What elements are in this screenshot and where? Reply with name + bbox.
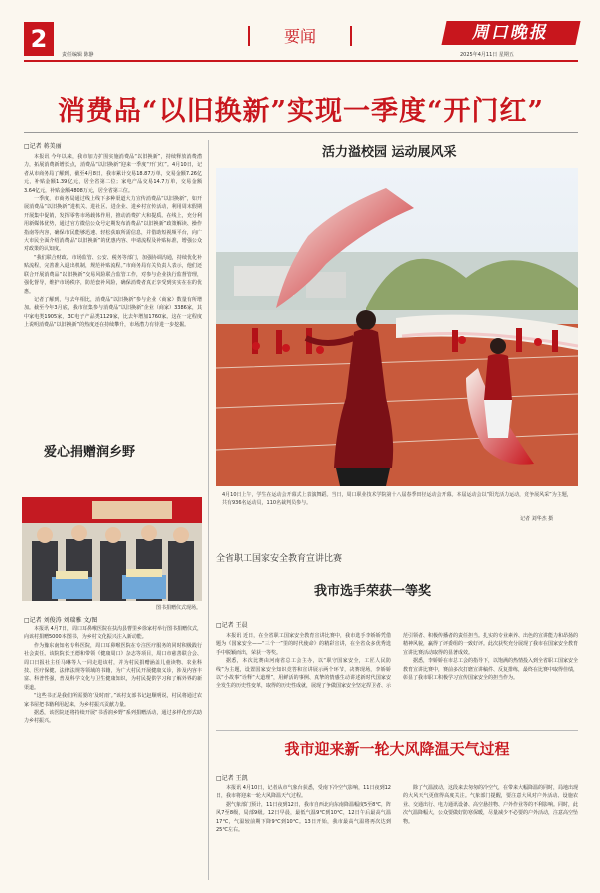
date-line: 2025年4月11日 星期五: [460, 52, 514, 58]
safety-kicker: 全省职工国家安全教育宣讲比赛: [216, 554, 343, 564]
headline-rule: [24, 132, 578, 133]
donation-photo: [22, 497, 202, 601]
weather-article-body: [216, 784, 578, 880]
donation-byline: □记者 刘俊涛 刘瑞雅 文/图: [24, 617, 98, 624]
lead-paragraph: “我们联合财政、市场监管、公安、税务等部门，加强协调沟通，持续优化补贴流程，完善准入退出机制，规范补贴流程。”市商务局有关负责人表示，他们还联合开展消费品“以旧换新”交易风险联合监管工作，对参与企业执行监督管理，强化督导，维护市场秩序，防范套补风险，确保消费者真正享受到实实在在的优惠。: [24, 254, 202, 295]
lead-article-body: [24, 153, 202, 433]
safety-paragraph: 据悉，李娇娇在市总工会的指导下，以饱满的热情投入到全省职工国家安全教育宣讲比赛中，赛前多次打磨宣讲稿件、反复排练，最终在比赛中取得佳绩，彰显了我市职工积极学习宣传国家安全的担当作为。: [403, 658, 578, 682]
safety-byline: □记者 王晨: [216, 622, 248, 629]
donation-paragraph: 据悉，该医院还将持续开展“书香润乡野”系列捐赠活动，通过多样化形式助力乡村振兴。: [24, 710, 202, 725]
safety-article-body: [216, 632, 578, 732]
safety-paragraph: 本报讯 近日，在全省职工国家安全教育宣讲比赛中，我市选手李娇娇凭借题为《国家安全——“三个一”里的时代使命》的精彩宣讲，在全省众多优秀选手中脱颖而出，荣获一等奖。: [216, 633, 391, 656]
sports-photo-illustration: [216, 168, 578, 486]
editor-line: 责任编辑 陈静: [62, 52, 94, 58]
weather-byline: □记者 王凯: [216, 775, 248, 782]
weather-paragraph: 本报讯 4月10日，记者从市气象台获悉，受南下冷空气影响，11日夜到12日，我市将迎来一轮大风降温天气过程。: [216, 785, 391, 800]
section-rule: [216, 730, 578, 731]
weather-title: 我市迎来新一轮大风降温天气过程: [284, 740, 510, 758]
lead-paragraph: 一季度，市商务局通过线上线下多种渠道大力宣传消费品“以旧换新”，如开展消费品“以旧换新”进机关、进社区、进企业、进乡村宣传活动，利用周末假期开展集中促销，发挥零售市场载体作用，推动消费扩大和提质。在线上，充分利用新媒体优势，通过官方微信公众号定期发布消费品“以旧换新”政策解读、操作指南等内容，确保市民能够迅速、轻松获取所需信息，并借助短视频平台，向广大市民全面介绍消费品“以旧换新”的优惠内容、申请流程及补贴标准，增强公众对政策的认知度。: [24, 196, 202, 253]
header-rule: [24, 60, 578, 62]
donation-photo-illustration: [22, 497, 202, 601]
safety-paragraph: 据悉，本次比赛由河南省总工会主办，以“职守国家安全，工匠人民防线”为主题，设置国家安全知识竞答和宣讲展示两个环节，决赛现场，李娇娇以“小故事”诠释“大道理”，用鲜活的事例、真挚的情感生动讲述新时代国家安全发生的历史性变革，取得的历史性成就，展现了争做国家安全坚定捍卫者、示范引领者、积极传播者的责任担当。扎实的专业素养、出色的宣讲能力和昂扬的精神风貌，赢得了评委组的一致好评。此次获奖充分展现了我市在国家安全教育宣讲比赛活动取得的显著成效。: [216, 633, 578, 690]
donation-title: 爱心捐赠润乡野: [44, 445, 136, 460]
column-divider: [208, 140, 209, 880]
newspaper-logo: 周口晚报: [441, 21, 580, 45]
page-number: 2: [24, 22, 54, 56]
donation-photo-caption: 图书捐赠仪式现场。: [156, 605, 202, 611]
weather-paragraph: 除了气温波动，这段来去匆匆的冷空气，在带来大幅降温的同时，局地出现的大风天气更值得高度关注。气象部门提醒，要注意大风对户外活动、设施农业、交通出行、电力通讯设备、高空悬挂物、户外作业等的不利影响。同时，此次气温降幅大，公众要做好防寒保暖，尽量减少不必要的户外活动，注意高空坠物。: [403, 785, 578, 825]
sports-photo: [216, 168, 578, 486]
weather-paragraph: 据气象部门预计，11日夜到12日，我市自西北向东南降温幅度5至8℃，阵风7至8级，局部9级。12日早晨，最低气温9℃到10℃，12日午后最高气温17℃，气温较前期下降9℃到10℃。13日开始，我市最高气温将再次达到25℃左右。: [216, 801, 391, 834]
donation-article-body: [24, 625, 202, 875]
photo-story-title: 活力溢校园 运动展风采: [322, 145, 457, 160]
safety-title: 我市选手荣获一等奖: [314, 584, 432, 599]
photo-caption: 4月10日上午，学生在运动会开幕式上表演舞蹈。当日，周口职业技术学院第十八届春季田径运动会开幕。本届运动会以“阳光活力运动，竞争展风采”为主题，共有936名运动员，110名裁判员参与。: [222, 492, 572, 506]
lead-headline: 消费品“以旧换新”实现一季度“开门红”: [57, 96, 545, 127]
section-name: 要闻: [240, 24, 360, 48]
lead-byline: □记者 蒋美丽: [24, 143, 62, 150]
photo-credit: 记者 刘华杰 摄: [520, 516, 554, 522]
lead-paragraph: 记者了解到，与去年相比，消费品“以旧换新”参与企业（商家）数量有所增加。截至今年3月底，我市征集参与消费品“以旧换新”企业（商家）3386家，其中家电类1905家，3C电子产品类1129家，比去年增加1760家。这在一定程度上说明消费品“以旧换新”的热度还在持续攀升，市场潜力有待进一步挖掘。: [24, 296, 202, 329]
donation-paragraph: 作为豫东南知名专科医院，周口耳鼻喉医院在专注医疗服务的同时积极践行社会责任。该院院长王德和带领《健康周口》杂志等项目，周口市慈善联合会、周口日报社主任马琳等人一同走进该村，并为村民捐赠涵盖儿童读物、农业科技、医疗保健、法律法规等领域的书籍，为广大村民开展健康义诊，涉及内容丰富、科普性强，普及科学文化与卫生健康知识，为村民提供学习和了解外界的新渠道。: [24, 642, 202, 691]
donation-paragraph: 本报讯 4月7日，周口耳鼻喉医院在扶沟县曹里乡徐家村举行图书捐赠仪式，向该村捐赠5000本图书，为乡村文化振兴注入新动能。: [24, 626, 202, 641]
donation-paragraph: “这些书正是我们所需要的‘及时雨’。”该村支部书记赵顺明说，村民将通过农家书屋把书籍利用起来，为乡村振兴贡献力量。: [24, 693, 202, 708]
lead-paragraph: 本报讯 今年以来，我市加力扩围实施消费品“以旧换新”，持续释放消费潜力，拓展消费新增长点，消费品“以旧换新”迎来一季度“开门红”。4月10日，记者从市商务局了解到，截至4月8日，我市累计交易18.87万单，交易金额7.26亿元，补贴金额1.39亿元，居全省第二位；家电产品交易14.7万单，交易金额3.64亿元，补贴金额4808万元，居全省第三位。: [24, 154, 202, 194]
